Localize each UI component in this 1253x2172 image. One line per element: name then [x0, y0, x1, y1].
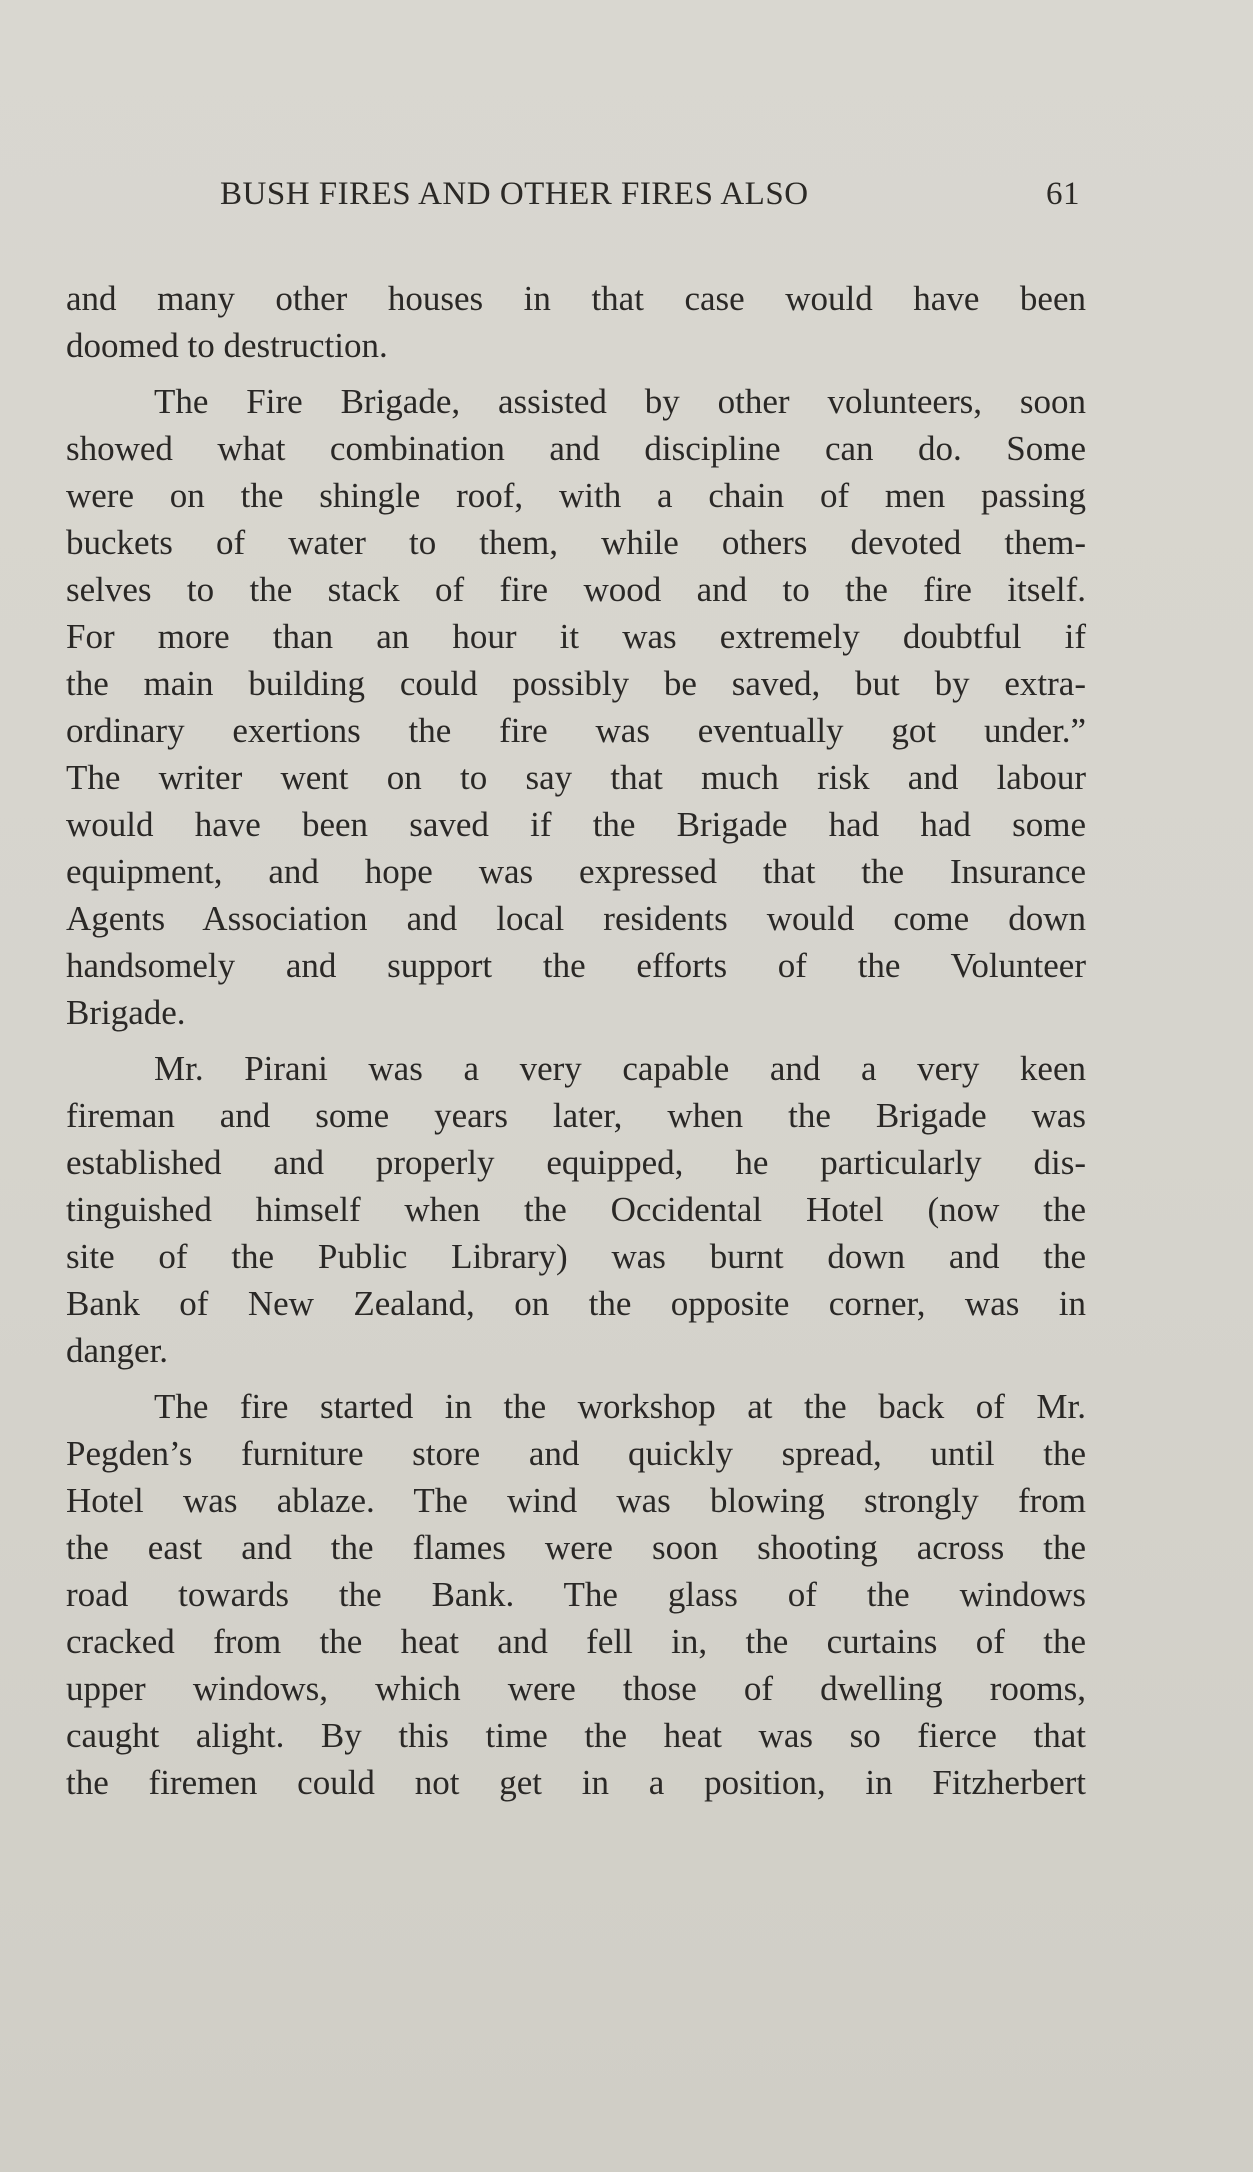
- text-line: doomed to destruction.: [66, 326, 388, 365]
- text-line: buckets of water to them, while others devoted them-: [66, 523, 1086, 562]
- text-line: fireman and some years later, when the Brigade was: [66, 1096, 1086, 1135]
- text-line: The writer went on to say that much risk and labour: [66, 758, 1086, 797]
- text-line: showed what combination and discipline can do. Some: [66, 429, 1086, 468]
- text-line: the main building could possibly be saved, but by extra-: [66, 664, 1086, 703]
- text-line: the east and the flames were soon shooting across the: [66, 1528, 1086, 1567]
- text-line: selves to the stack of fire wood and to the fire itself.: [66, 570, 1086, 609]
- text-line: and many other houses in that case would have been: [66, 279, 1086, 318]
- running-head: [220, 176, 1080, 220]
- running-head-title: BUSH FIRES AND OTHER FIRES ALSO: [220, 176, 809, 212]
- text-line: established and properly equipped, he particularly dis-: [66, 1143, 1086, 1182]
- body-text: [66, 275, 1086, 1806]
- paragraph-4: [66, 1383, 1086, 1806]
- text-line: the firemen could not get in a position, in Fitzherbert: [66, 1763, 1086, 1802]
- text-line: Bank of New Zealand, on the opposite corner, was in: [66, 1284, 1086, 1323]
- page-number: 61: [1046, 176, 1080, 212]
- text-line: Mr. Pirani was a very capable and a very keen: [154, 1049, 1086, 1088]
- paragraph-2: [66, 378, 1086, 1036]
- text-line: handsomely and support the efforts of the Volunteer: [66, 946, 1086, 985]
- text-line: Hotel was ablaze. The wind was blowing strongly from: [66, 1481, 1086, 1520]
- text-line: would have been saved if the Brigade had had some: [66, 805, 1086, 844]
- text-line: equipment, and hope was expressed that the Insurance: [66, 852, 1086, 891]
- text-line: Agents Association and local residents would come down: [66, 899, 1086, 938]
- text-line: Pegden’s furniture store and quickly spread, until the: [66, 1434, 1086, 1473]
- text-line: danger.: [66, 1331, 169, 1370]
- text-line: tinguished himself when the Occidental Hotel (now the: [66, 1190, 1086, 1229]
- text-line: The fire started in the workshop at the back of Mr.: [154, 1387, 1086, 1426]
- text-line: ordinary exertions the fire was eventually got under.”: [66, 711, 1086, 750]
- text-line: The Fire Brigade, assisted by other volunteers, soon: [154, 382, 1086, 421]
- paragraph-1: [66, 275, 1086, 369]
- text-line: For more than an hour it was extremely doubtful if: [66, 617, 1086, 656]
- text-line: cracked from the heat and fell in, the curtains of the: [66, 1622, 1086, 1661]
- text-line: caught alight. By this time the heat was so fierce that: [66, 1716, 1086, 1755]
- text-line: road towards the Bank. The glass of the windows: [66, 1575, 1086, 1614]
- text-line: upper windows, which were those of dwelling rooms,: [66, 1669, 1086, 1708]
- paragraph-3: [66, 1045, 1086, 1374]
- text-line: Brigade.: [66, 993, 186, 1032]
- text-line: site of the Public Library) was burnt down and the: [66, 1237, 1086, 1276]
- text-line: were on the shingle roof, with a chain of men passing: [66, 476, 1086, 515]
